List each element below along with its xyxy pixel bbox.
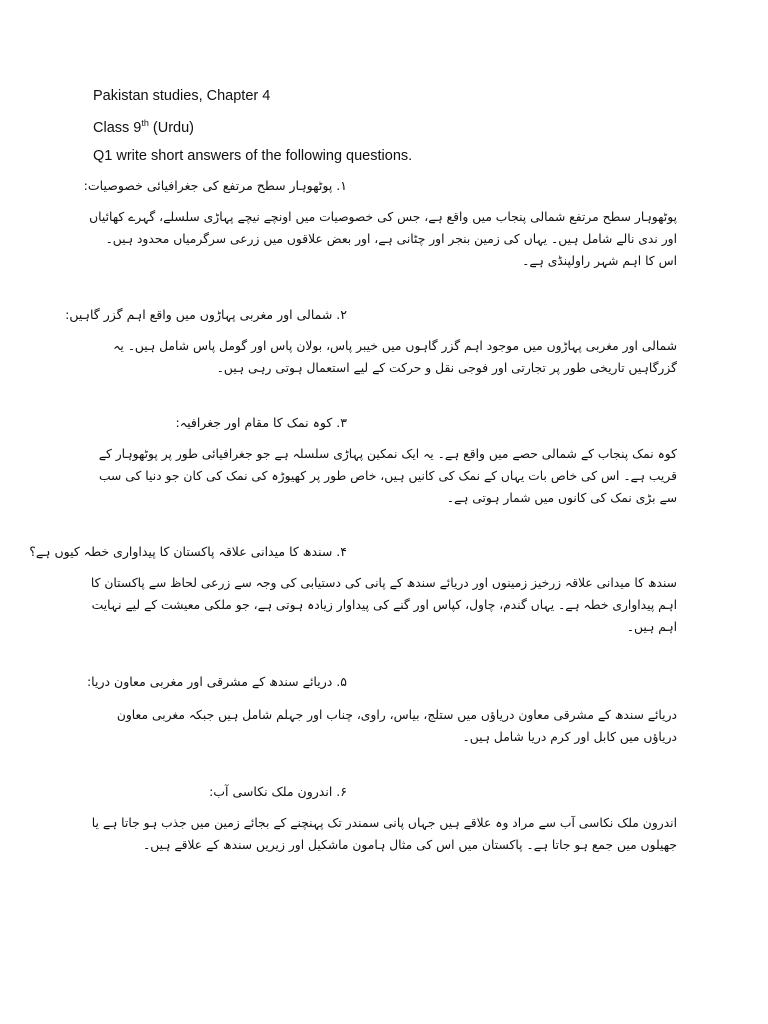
instruction-line: Q1 write short answers of the following questions. <box>93 148 413 164</box>
question-5: ۵. دریائے سندھ کے مشرقی اور مغربی معاون دریا: <box>86 674 347 689</box>
class-language: (Urdu) <box>148 119 194 136</box>
class-line <box>93 118 194 136</box>
class-superscript: th <box>141 118 149 128</box>
question-4: ۴. سندھ کا میدانی علاقہ پاکستان کا پیداواری خطہ کیوں ہے؟ <box>29 544 347 559</box>
question-3: ۳. کوہ نمک کا مقام اور جغرافیہ: <box>175 415 347 430</box>
class-label: Class 9 <box>93 119 142 136</box>
answer-6: اندرون ملک نکاسی آب سے مراد وہ علاقے ہیں جہاں پانی سمندر تک پہنچنے کے بجائے زمین میں جذب ہو جاتا ہے یا جھیلوں میں جمع ہو جاتا ہے۔ پاکستان میں اس کی مثال ہامون ماشکیل اور زیریں سندھ کے علاقے ہیں۔ <box>91 816 677 852</box>
answer-2: شمالی اور مغربی پہاڑوں میں موجود اہم گزر گاہوں میں خیبر پاس، بولان پاس اور گومل پاس شامل ہیں۔ یہ گزرگاہیں تاریخی طور پر تجارتی اور فوجی نقل و حرکت کے لیے استعمال ہوتی رہی ہیں۔ <box>113 339 677 375</box>
answer-4: سندھ کا میدانی علاقہ زرخیز زمینوں اور دریائے سندھ کے پانی کی دستیابی کی وجہ سے زرعی لحاظ سے پاکستان کا اہم پیداواری خطہ ہے۔ یہاں گندم، چاول، کپاس اور گنے کی پیداوار زیادہ ہوتی ہے، جو ملکی معیشت کے لیے نہایت اہم ہیں۔ <box>90 576 677 634</box>
answer-5: دریائے سندھ کے مشرقی معاون دریاؤں میں ستلج، بیاس، راوی، چناب اور جہلم شامل ہیں جبکہ مغربی معاون دریاؤں میں کابل اور کرم دریا شامل ہیں۔ <box>116 708 677 744</box>
question-1: ۱. پوٹھوہار سطح مرتفع کی جغرافیائی خصوصیات: <box>83 178 347 193</box>
question-2: ۲. شمالی اور مغربی پہاڑوں میں واقع اہم گزر گاہیں: <box>65 307 347 322</box>
document-title: Pakistan studies, Chapter 4 <box>93 88 271 104</box>
answer-3: کوہ نمک پنجاب کے شمالی حصے میں واقع ہے۔ یہ ایک نمکین پہاڑی سلسلہ ہے جو جغرافیائی طور پر پوٹھوہار کے قریب ہے۔ اس کی خاص بات یہاں کے نمک کی کانیں ہیں، خاص طور پر کھیوڑہ کی نمک کی کان جو دنیا کی سب سے بڑی نمک کی کانوں میں شمار ہوتی ہے۔ <box>98 447 677 505</box>
answer-1: پوٹھوہار سطح مرتفع شمالی پنجاب میں واقع ہے، جس کی خصوصیات میں اونچے نیچے پہاڑی سلسلے، گہرے کھائیاں اور ندی نالے شامل ہیں۔ یہاں کی زمین بنجر اور چٹانی ہے، اور بعض علاقوں میں زرعی سرگرمیاں محدود ہیں۔ اس کا اہم شہر راولپنڈی ہے۔ <box>89 210 677 268</box>
question-6: ۶. اندرون ملک نکاسی آب: <box>209 784 347 799</box>
